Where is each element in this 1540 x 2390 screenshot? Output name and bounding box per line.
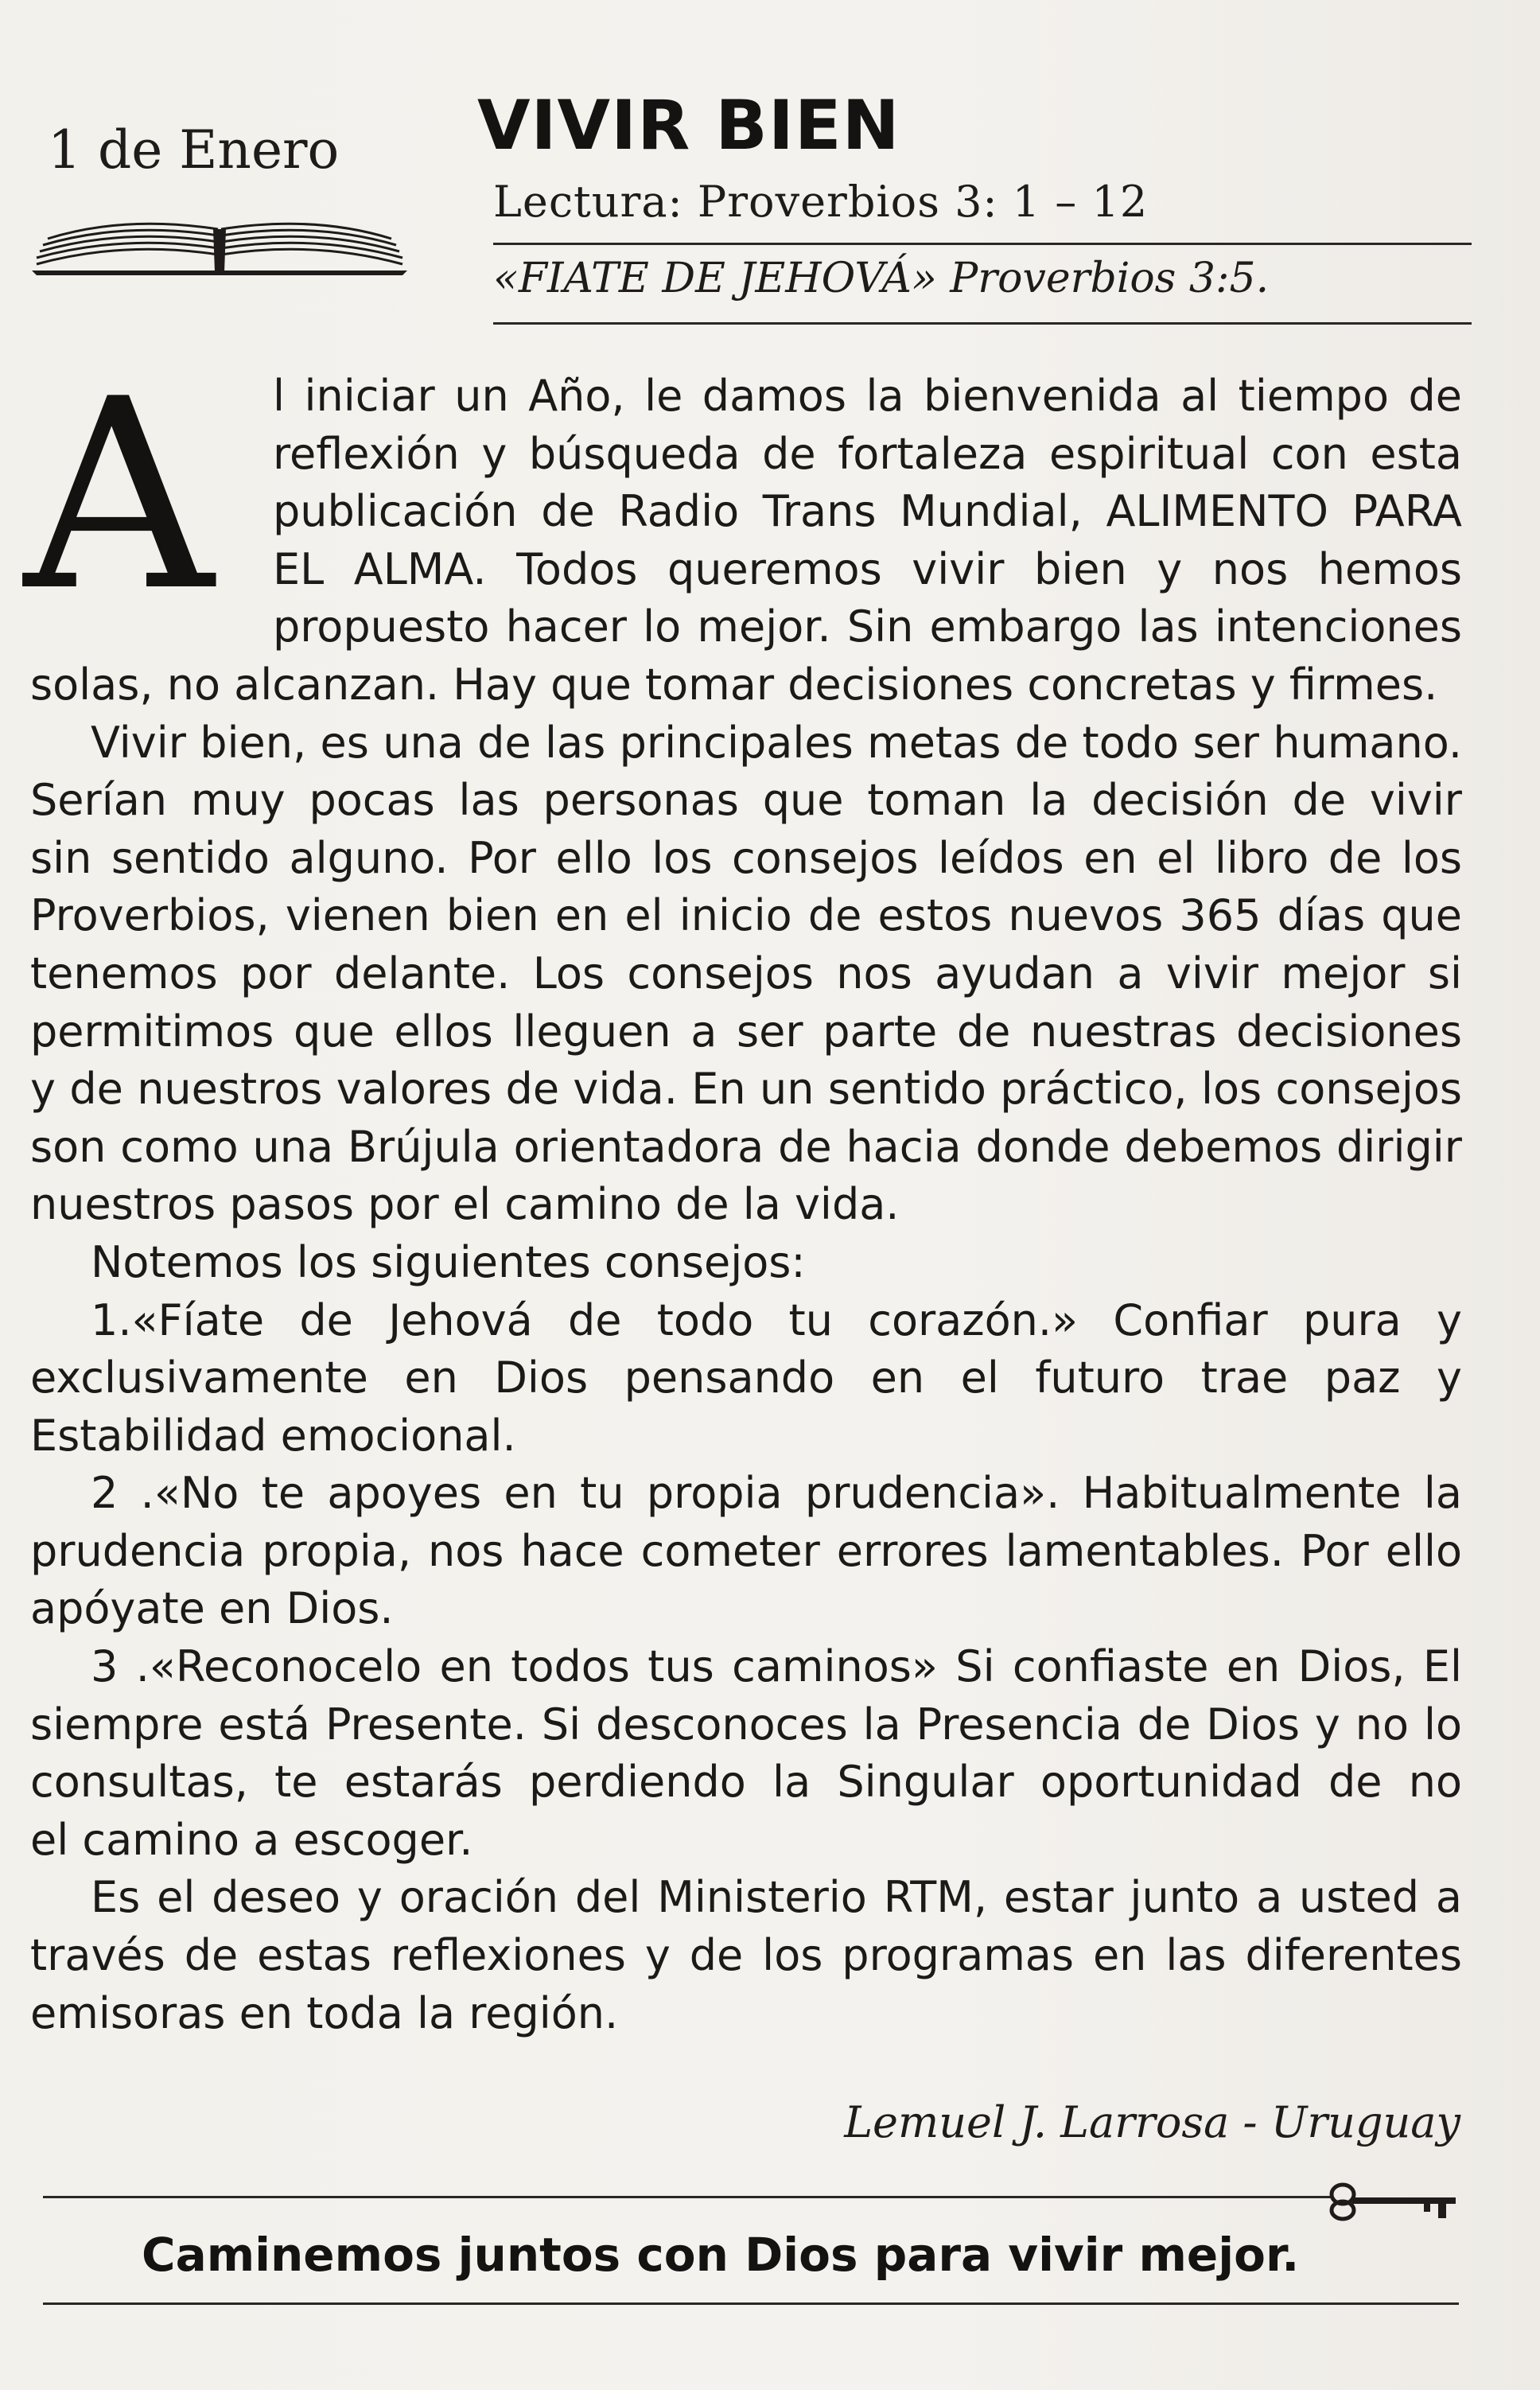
paragraph-consejo-2: [30, 1465, 1462, 1638]
footer-divider-1: [43, 2196, 1332, 2198]
text-line: Serían muy pocas las personas que toman la decisión de vivir: [30, 775, 1462, 826]
text-line: 2 .«No te apoyes en tu propia prudencia». Habitualmente la: [91, 1468, 1462, 1519]
text-line: consultas, te estarás perdiendo la Singular oportunidad de no: [30, 1757, 1462, 1808]
text-line: l iniciar un Año, le damos la bienvenida al tiempo de: [273, 371, 1462, 421]
page-title: VIVIR BIEN: [477, 86, 900, 165]
text-line: 1.«Fíate de Jehová de todo tu corazón.» Confiar pura y: [91, 1294, 1462, 1345]
footer-divider-2: [43, 2302, 1459, 2305]
text-line: exclusivamente en Dios pensando en el futuro trae paz y: [30, 1353, 1462, 1403]
text-line: tenemos por delante. Los consejos nos ayudan a vivir mejor si: [30, 948, 1462, 998]
text-line: nuestros pasos por el camino de la vida.: [30, 1179, 900, 1230]
paragraph-consejo-3: [30, 1638, 1462, 1869]
text-line: Proverbios, vienen bien en el inicio de estos nuevos 365 días que: [30, 890, 1462, 941]
text-line: prudencia propia, nos hace cometer errores lamentables. Por ello: [30, 1525, 1462, 1576]
paragraph-vivir-bien: [30, 714, 1462, 1234]
text-line: Es el deseo y oración del Ministerio RTM, estar junto a usted a: [91, 1872, 1462, 1923]
scripture-reading: Lectura: Proverbios 3: 1 – 12: [493, 177, 1149, 227]
text-line: siempre está Presente. Si desconoces la Presencia de Dios y no lo: [30, 1699, 1462, 1750]
author-signature: Lemuel J. Larrosa - Uruguay: [844, 2097, 1460, 2147]
text-line: permitimos que ellos lleguen a ser parte de nuestras decisiones: [30, 1006, 1462, 1057]
open-book-icon: [29, 208, 410, 280]
text-line: 3 .«Reconocelo en todos tus caminos» Si confiaste en Dios, El: [91, 1641, 1462, 1692]
text-line: Vivir bien, es una de las principales metas de todo ser humano.: [91, 717, 1462, 768]
footer-motto: Caminemos juntos con Dios para vivir mejor.: [142, 2228, 1300, 2282]
text-line: EL ALMA. Todos queremos vivir bien y nos hemos: [273, 543, 1462, 594]
text-line: solas, no alcanzan. Hay que tomar decisiones concretas y firmes.: [30, 659, 1438, 710]
text-line: través de estas reflexiones y de los programas en las diferentes: [30, 1930, 1462, 1981]
header-divider-1: [493, 243, 1472, 245]
paragraph-consejo-1: [30, 1292, 1462, 1466]
text-line: el camino a escoger.: [30, 1814, 473, 1865]
drop-cap: A: [24, 343, 214, 648]
key-icon: [1320, 2178, 1464, 2223]
text-line: apóyate en Dios.: [30, 1583, 394, 1634]
paragraph-closing: [30, 1869, 1462, 2042]
devotional-body: [30, 368, 1462, 2042]
text-line: emisoras en toda la región.: [30, 1987, 619, 2038]
text-line: son como una Brújula orientadora de hacia donde debemos dirigir: [30, 1121, 1462, 1172]
paragraph-intro: [30, 368, 1462, 714]
text-line: publicación de Radio Trans Mundial, ALIMENTO PARA: [273, 486, 1462, 537]
header-divider-2: [493, 322, 1472, 325]
entry-date: 1 de Enero: [48, 119, 340, 181]
text-line: reflexión y búsqueda de fortaleza espiritual con esta: [273, 428, 1462, 479]
text-line: y de nuestros valores de vida. En un sentido práctico, los consejos: [30, 1064, 1462, 1115]
paragraph-consejos-intro: [30, 1234, 1462, 1292]
text-line: Notemos los siguientes consejos:: [91, 1236, 806, 1287]
text-line: Estabilidad emocional.: [30, 1410, 516, 1461]
text-line: propuesto hacer lo mejor. Sin embargo las intenciones: [273, 601, 1462, 652]
text-line: sin sentido alguno. Por ello los consejos leídos en el libro de los: [30, 832, 1462, 883]
key-verse: «FIATE DE JEHOVÁ» Proverbios 3:5.: [493, 255, 1270, 302]
